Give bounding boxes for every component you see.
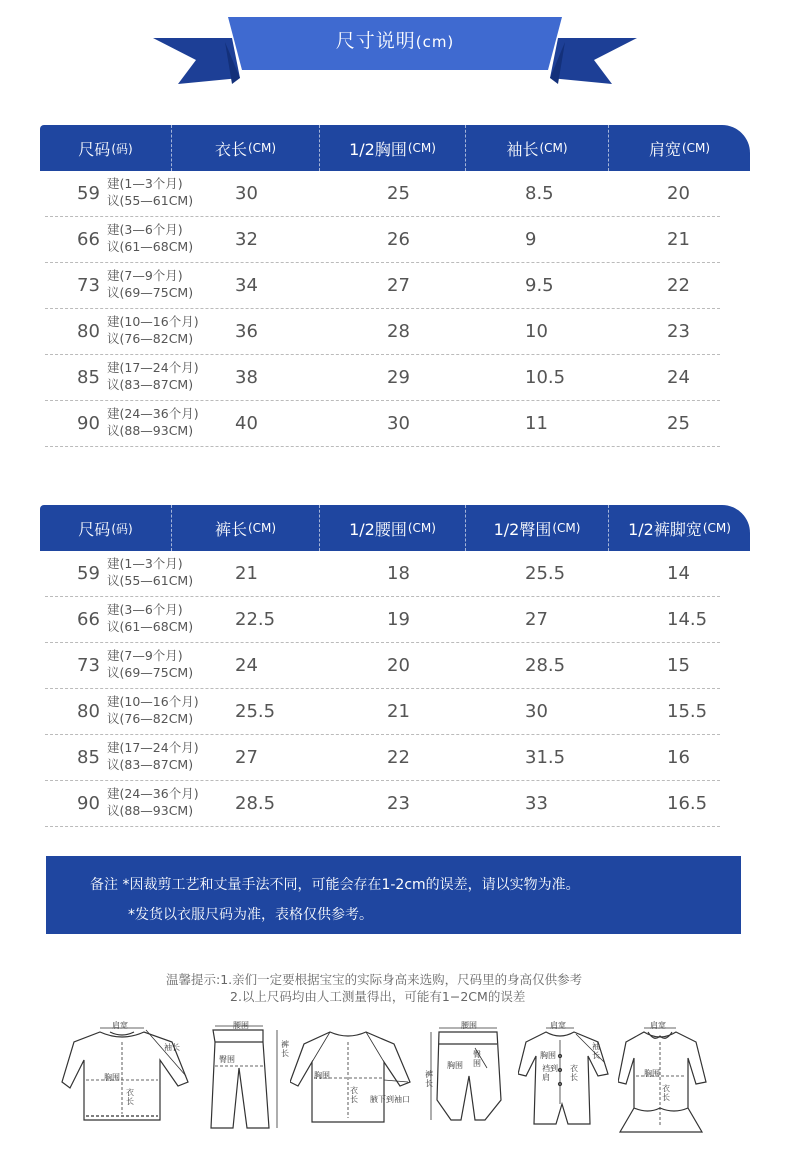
value-cell: 15 (667, 655, 690, 676)
age-advice-line: 议(61—68CM) (107, 239, 194, 254)
age-advice-line: 建(1—3个月) (107, 556, 183, 571)
note-line-1: 备注 *因裁剪工艺和丈量手法不同，可能会存在1-2cm的误差，请以实物为准。 (90, 877, 580, 893)
value-cell: 15.5 (667, 701, 708, 722)
column-header-unit: (CM) (552, 521, 581, 535)
label-shoulder: 肩宽 (550, 1021, 566, 1030)
column-header (172, 505, 320, 551)
value-cell: 26 (387, 229, 410, 250)
age-advice (107, 555, 193, 589)
value-cell: 14.5 (667, 609, 708, 630)
tips-line-2: 2.以上尺码均由人工测量得出，可能有1−2CM的误差 (230, 989, 526, 1004)
age-advice-line: 建(24—36个月) (107, 406, 199, 421)
column-header-label: 尺码 (78, 519, 111, 539)
age-advice-line: 建(17—24个月) (107, 740, 199, 755)
age-advice (107, 647, 193, 681)
size-cell: 85 (77, 747, 100, 768)
age-advice-line: 议(69—75CM) (107, 665, 194, 680)
column-header-unit: (CM) (247, 521, 277, 535)
table-row (45, 597, 720, 643)
age-advice (107, 693, 199, 727)
label-waist: 腰围 (461, 1021, 477, 1030)
value-cell: 20 (667, 183, 690, 204)
label-sleeve: 袖长 (592, 1042, 600, 1060)
label-crotch: 裆到肩 (542, 1064, 558, 1082)
title-banner (0, 0, 790, 100)
age-advice-line: 议(69—75CM) (107, 285, 194, 300)
column-header (172, 125, 320, 171)
column-header-unit: (CM) (247, 141, 277, 155)
value-cell: 28 (387, 321, 410, 342)
value-cell: 27 (387, 275, 410, 296)
table-row (45, 355, 720, 401)
column-header-unit: (CM) (407, 141, 436, 155)
age-advice (107, 785, 199, 819)
value-cell: 21 (667, 229, 690, 250)
label-length: 裤长 (425, 1070, 433, 1088)
label-length: 衣长 (350, 1086, 358, 1104)
label-shoulder: 肩宽 (112, 1021, 128, 1030)
label-length: 衣长 (126, 1088, 134, 1106)
value-cell: 14 (667, 563, 690, 584)
value-cell: 30 (387, 413, 410, 434)
label-shoulder: 肩宽 (650, 1021, 666, 1030)
value-cell: 21 (235, 563, 258, 584)
column-header-unit: (CM) (539, 141, 568, 155)
size-cell: 80 (77, 701, 100, 722)
size-cell: 59 (77, 563, 100, 584)
age-advice-line: 建(10—16个月) (107, 694, 199, 709)
age-advice (107, 601, 193, 635)
value-cell: 21 (387, 701, 410, 722)
table-row (45, 171, 720, 217)
value-cell: 19 (387, 609, 410, 630)
column-header-label: 肩宽 (648, 139, 681, 159)
value-cell: 31.5 (525, 747, 566, 768)
value-cell: 27 (525, 609, 548, 630)
value-cell: 11 (525, 413, 548, 434)
label-length: 衣长 (662, 1084, 670, 1102)
age-advice-line: 议(55—61CM) (107, 573, 194, 588)
age-advice (107, 313, 199, 347)
age-advice-line: 议(83—87CM) (107, 757, 194, 772)
age-advice (107, 175, 193, 209)
column-header (320, 505, 466, 551)
age-advice-line: 议(88—93CM) (107, 803, 194, 818)
age-advice-line: 议(83—87CM) (107, 377, 194, 392)
label-chest: 胸围 (540, 1051, 556, 1060)
value-cell: 25 (667, 413, 690, 434)
size-cell: 59 (77, 183, 100, 204)
table-row (45, 401, 720, 447)
column-header-unit: (码) (111, 521, 133, 536)
bodysuit-illustration (518, 1020, 610, 1140)
age-advice-line: 建(7—9个月) (107, 648, 183, 663)
size-cell: 90 (77, 793, 100, 814)
label-chest: 胸围 (447, 1061, 463, 1070)
pants-size-table (40, 505, 750, 827)
age-advice-line: 议(76—82CM) (107, 711, 194, 726)
column-header-label: 1/2臀围 (493, 519, 552, 539)
age-advice-line: 议(88—93CM) (107, 423, 194, 438)
age-advice-line: 建(3—6个月) (107, 602, 183, 617)
column-header (466, 125, 609, 171)
value-cell: 10 (525, 321, 548, 342)
tips (166, 971, 582, 1005)
table-row (45, 643, 720, 689)
table-row (45, 217, 720, 263)
column-header-label: 裤长 (214, 519, 247, 539)
size-cell: 73 (77, 275, 100, 296)
value-cell: 22 (667, 275, 690, 296)
size-cell: 66 (77, 229, 100, 250)
table-row (45, 309, 720, 355)
column-header-unit: (码) (111, 141, 133, 156)
value-cell: 30 (525, 701, 548, 722)
value-cell: 29 (387, 367, 410, 388)
tops-size-table (40, 125, 750, 447)
value-cell: 33 (525, 793, 548, 814)
column-header-label: 1/2胸围 (349, 139, 407, 159)
table-row (45, 781, 720, 827)
value-cell: 10.5 (525, 367, 566, 388)
table-row (45, 689, 720, 735)
column-header (609, 505, 750, 551)
table-row (45, 551, 720, 597)
label-hip: 臀围 (219, 1055, 235, 1064)
shirt-illustration (60, 1020, 195, 1130)
value-cell: 30 (235, 183, 258, 204)
value-cell: 36 (235, 321, 258, 342)
column-header-label: 尺码 (78, 139, 111, 159)
age-advice (107, 359, 199, 393)
tips-line-1: 温馨提示:1.亲们一定要根据宝宝的实际身高来选购，尺码里的身高仅供参考 (166, 972, 583, 987)
age-advice-line: 议(55—61CM) (107, 193, 194, 208)
column-header (40, 505, 172, 551)
age-advice-line: 建(24—36个月) (107, 786, 199, 801)
value-cell: 22.5 (235, 609, 276, 630)
size-cell: 90 (77, 413, 100, 434)
column-header (466, 505, 609, 551)
label-waist: 腰围 (233, 1021, 249, 1030)
value-cell: 25.5 (525, 563, 566, 584)
value-cell: 24 (667, 367, 690, 388)
label-hip: 臀围 (473, 1050, 481, 1068)
age-advice-line: 议(76—82CM) (107, 331, 194, 346)
value-cell: 25 (387, 183, 410, 204)
table-header (40, 505, 750, 551)
age-advice (107, 739, 199, 773)
label-cuff: 腋下到袖口 (370, 1095, 410, 1104)
value-cell: 22 (387, 747, 410, 768)
column-header-label: 1/2裤脚宽 (628, 519, 702, 539)
size-cell: 85 (77, 367, 100, 388)
value-cell: 24 (235, 655, 258, 676)
label-chest: 胸围 (644, 1069, 660, 1078)
size-cell: 80 (77, 321, 100, 342)
page-title: 尺寸说明(cm) (335, 30, 455, 52)
column-header (609, 125, 750, 171)
age-advice-line: 建(7—9个月) (107, 268, 183, 283)
value-cell: 23 (667, 321, 690, 342)
column-header-unit: (CM) (681, 141, 711, 155)
value-cell: 23 (387, 793, 410, 814)
table-header (40, 125, 750, 171)
table-row (45, 735, 720, 781)
value-cell: 40 (235, 413, 258, 434)
age-advice (107, 221, 193, 255)
value-cell: 27 (235, 747, 258, 768)
label-sleeve: 袖长 (164, 1043, 180, 1052)
raglan-illustration (290, 1020, 420, 1130)
size-cell: 66 (77, 609, 100, 630)
age-advice (107, 267, 193, 301)
column-header-label: 袖长 (506, 139, 539, 159)
note-line-2: *发货以衣服尺码为准，表格仅供参考。 (128, 907, 373, 923)
note-box (46, 856, 741, 934)
label-length: 裤长 (281, 1040, 289, 1058)
value-cell: 25.5 (235, 701, 276, 722)
value-cell: 38 (235, 367, 258, 388)
age-advice-line: 建(17—24个月) (107, 360, 199, 375)
column-header-unit: (CM) (407, 521, 436, 535)
age-advice-line: 议(61—68CM) (107, 619, 194, 634)
value-cell: 32 (235, 229, 258, 250)
value-cell: 16.5 (667, 793, 708, 814)
value-cell: 8.5 (525, 183, 554, 204)
romper-pants-illustration (425, 1020, 515, 1135)
age-advice (107, 405, 199, 439)
age-advice-line: 建(3—6个月) (107, 222, 183, 237)
value-cell: 28.5 (525, 655, 566, 676)
column-header-unit: (CM) (702, 521, 731, 535)
value-cell: 18 (387, 563, 410, 584)
value-cell: 34 (235, 275, 258, 296)
value-cell: 28.5 (235, 793, 276, 814)
age-advice-line: 建(1—3个月) (107, 176, 183, 191)
table-row (45, 263, 720, 309)
label-length: 衣长 (570, 1064, 578, 1082)
value-cell: 20 (387, 655, 410, 676)
value-cell: 9.5 (525, 275, 554, 296)
dress-illustration (618, 1020, 710, 1140)
value-cell: 9 (525, 229, 537, 250)
size-cell: 73 (77, 655, 100, 676)
value-cell: 16 (667, 747, 690, 768)
pants-illustration (205, 1020, 290, 1135)
column-header-label: 1/2腰围 (349, 519, 407, 539)
column-header-label: 衣长 (214, 139, 247, 159)
label-chest: 胸围 (314, 1071, 330, 1080)
column-header (40, 125, 172, 171)
column-header (320, 125, 466, 171)
label-chest: 胸围 (104, 1073, 120, 1082)
age-advice-line: 建(10—16个月) (107, 314, 199, 329)
